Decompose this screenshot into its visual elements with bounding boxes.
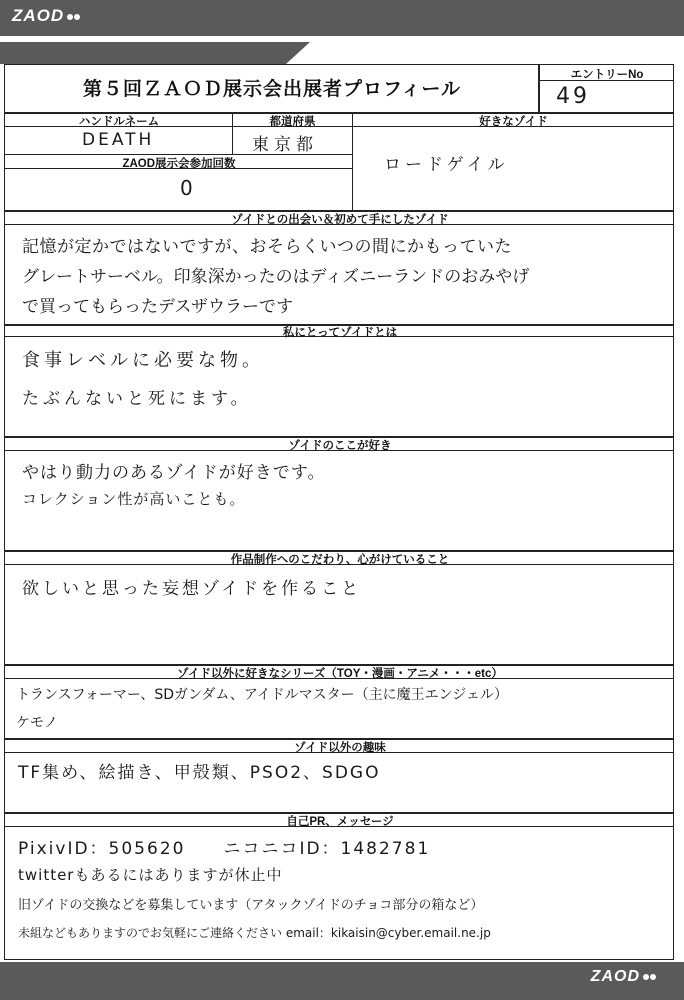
likes-label: ゾイドのここが好き — [288, 440, 392, 452]
likes-line: コレクション性が高いことも。 — [22, 490, 246, 508]
hobby-label: ゾイド以外の趣味 — [294, 742, 386, 754]
bottom-banner — [0, 962, 684, 1000]
zaod-logo-bottom — [591, 968, 656, 986]
series-line: トランスフォーマー、SDガンダム、アイドルマスター（主に魔王エンジェル） — [16, 687, 508, 703]
pr-line: PixivID：505620 ニコニコID：1482781 — [18, 839, 431, 859]
logo-dots-icon — [642, 968, 656, 986]
pr-label: 自己PR、メッセージ — [286, 816, 394, 828]
form-title: 第５回ＺＡＯＤ展示会出展者プロフィール — [82, 78, 462, 100]
zaod-logo-top — [12, 6, 80, 26]
hobby-line: TF集め、絵描き、甲殻類、PSO2、SDGO — [18, 763, 381, 783]
participation-label: ZAOD展示会参加回数 — [122, 158, 236, 170]
pr-line: twitterもあるにはありますが休止中 — [18, 866, 283, 884]
logo-text: ZAOD — [590, 968, 640, 985]
meaning-label: 私にとってゾイドとは — [282, 327, 398, 339]
series-label: ゾイド以外に好きなシリーズ（TOY・漫画・アニメ・・・etc） — [177, 668, 503, 680]
meaning-line: 食事レベルに必要な物。 — [22, 350, 264, 371]
logo-dots-icon — [66, 6, 80, 26]
encounter-line: グレートサーベル。印象深かったのはディズニーランドのおみやげ — [22, 267, 530, 287]
handle-label: ハンドルネーム — [78, 116, 160, 128]
encounter-line: で買ってもらったデスザウラーです — [22, 297, 293, 317]
logo-text: ZAOD — [12, 6, 65, 25]
top-banner — [0, 0, 684, 36]
header-stripe — [0, 42, 684, 64]
favorite-zoid-value: ロードゲイル — [384, 155, 509, 175]
prefecture-value: 東京都 — [252, 135, 318, 155]
meaning-line: たぶんないと死にます。 — [22, 389, 252, 409]
encounter-label: ゾイドとの出会い＆初めて手にしたゾイド — [231, 214, 449, 226]
favorite-zoid-label: 好きなゾイド — [479, 116, 548, 128]
handle-value: DEATH — [82, 130, 155, 150]
pr-line: 未組などもありますのでお気軽にご連絡ください email：kikaisin@cyber.email.ne.jp — [18, 926, 491, 940]
series-line: ケモノ — [16, 715, 58, 731]
entry-value: 49 — [556, 84, 590, 109]
pr-line: 旧ゾイドの交換などを募集しています（アタックゾイドのチョコ部分の箱など） — [18, 898, 484, 913]
likes-line: やはり動力のあるゾイドが好きです。 — [22, 463, 326, 483]
entry-label: エントリーNo — [570, 69, 644, 81]
craft-line: 欲しいと思った妄想ゾイドを作ること — [22, 579, 362, 599]
participation-value: 0 — [180, 176, 193, 200]
craft-label: 作品制作へのこだわり、心がけていること — [230, 554, 450, 566]
prefecture-label: 都道府県 — [269, 116, 316, 128]
encounter-line: 記憶が定かではないですが、おそらくいつの間にかもっていた — [22, 237, 512, 257]
